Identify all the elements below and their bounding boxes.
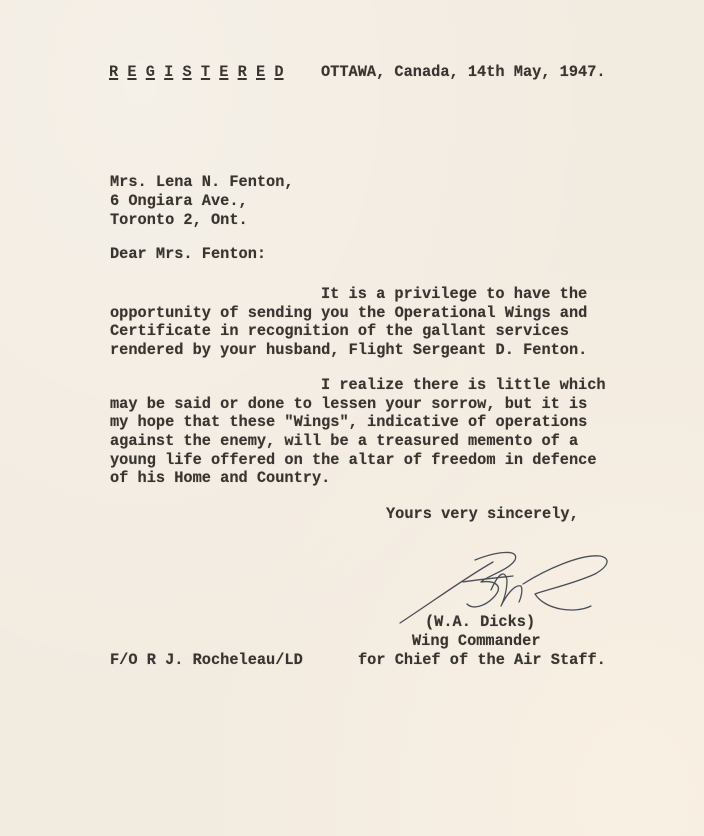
paragraph-line: I realize there is little which bbox=[321, 376, 606, 394]
registered-letter: I bbox=[164, 63, 174, 81]
paragraph-line: opportunity of sending you the Operational Wings and bbox=[110, 304, 588, 322]
registered-letter: S bbox=[182, 63, 192, 81]
salutation: Dear Mrs. Fenton: bbox=[110, 245, 267, 263]
recipient-city: Toronto 2, Ont. bbox=[110, 211, 248, 229]
registered-letter: G bbox=[145, 63, 155, 81]
paragraph-line: rendered by your husband, Flight Sergeant D. Fenton. bbox=[110, 341, 588, 359]
dateline: OTTAWA, Canada, 14th May, 1947. bbox=[321, 63, 606, 81]
reference-initials: F/O R J. Rocheleau/LD bbox=[110, 651, 303, 669]
registered-letter: E bbox=[219, 63, 229, 81]
paragraph-line: It is a privilege to have the bbox=[321, 285, 588, 303]
recipient-street: 6 Ongiara Ave., bbox=[110, 192, 248, 210]
registered-letter: D bbox=[274, 63, 284, 81]
paragraph-line: may be said or done to lessen your sorrow, but it is bbox=[110, 395, 588, 413]
paragraph-line: my hope that these "Wings", indicative of operations bbox=[110, 413, 588, 431]
paragraph-line: Certificate in recognition of the gallant services bbox=[110, 322, 569, 340]
paragraph-line: against the enemy, will be a treasured memento of a bbox=[110, 432, 579, 450]
registered-stamp bbox=[109, 63, 284, 82]
recipient-name: Mrs. Lena N. Fenton, bbox=[110, 173, 294, 191]
paragraph-line: of his Home and Country. bbox=[110, 469, 331, 487]
registered-letter: E bbox=[127, 63, 137, 81]
registered-letter: T bbox=[200, 63, 211, 81]
paragraph-line: young life offered on the altar of freedom in defence bbox=[110, 451, 597, 469]
registered-letter: R bbox=[109, 63, 119, 81]
signatory-rank: Wing Commander bbox=[412, 632, 541, 650]
closing: Yours very sincerely, bbox=[386, 505, 579, 523]
registered-letter: R bbox=[237, 63, 247, 81]
signatory-title: for Chief of the Air Staff. bbox=[358, 651, 606, 669]
signatory-name: (W.A. Dicks) bbox=[425, 613, 536, 631]
registered-letter: E bbox=[256, 63, 266, 81]
